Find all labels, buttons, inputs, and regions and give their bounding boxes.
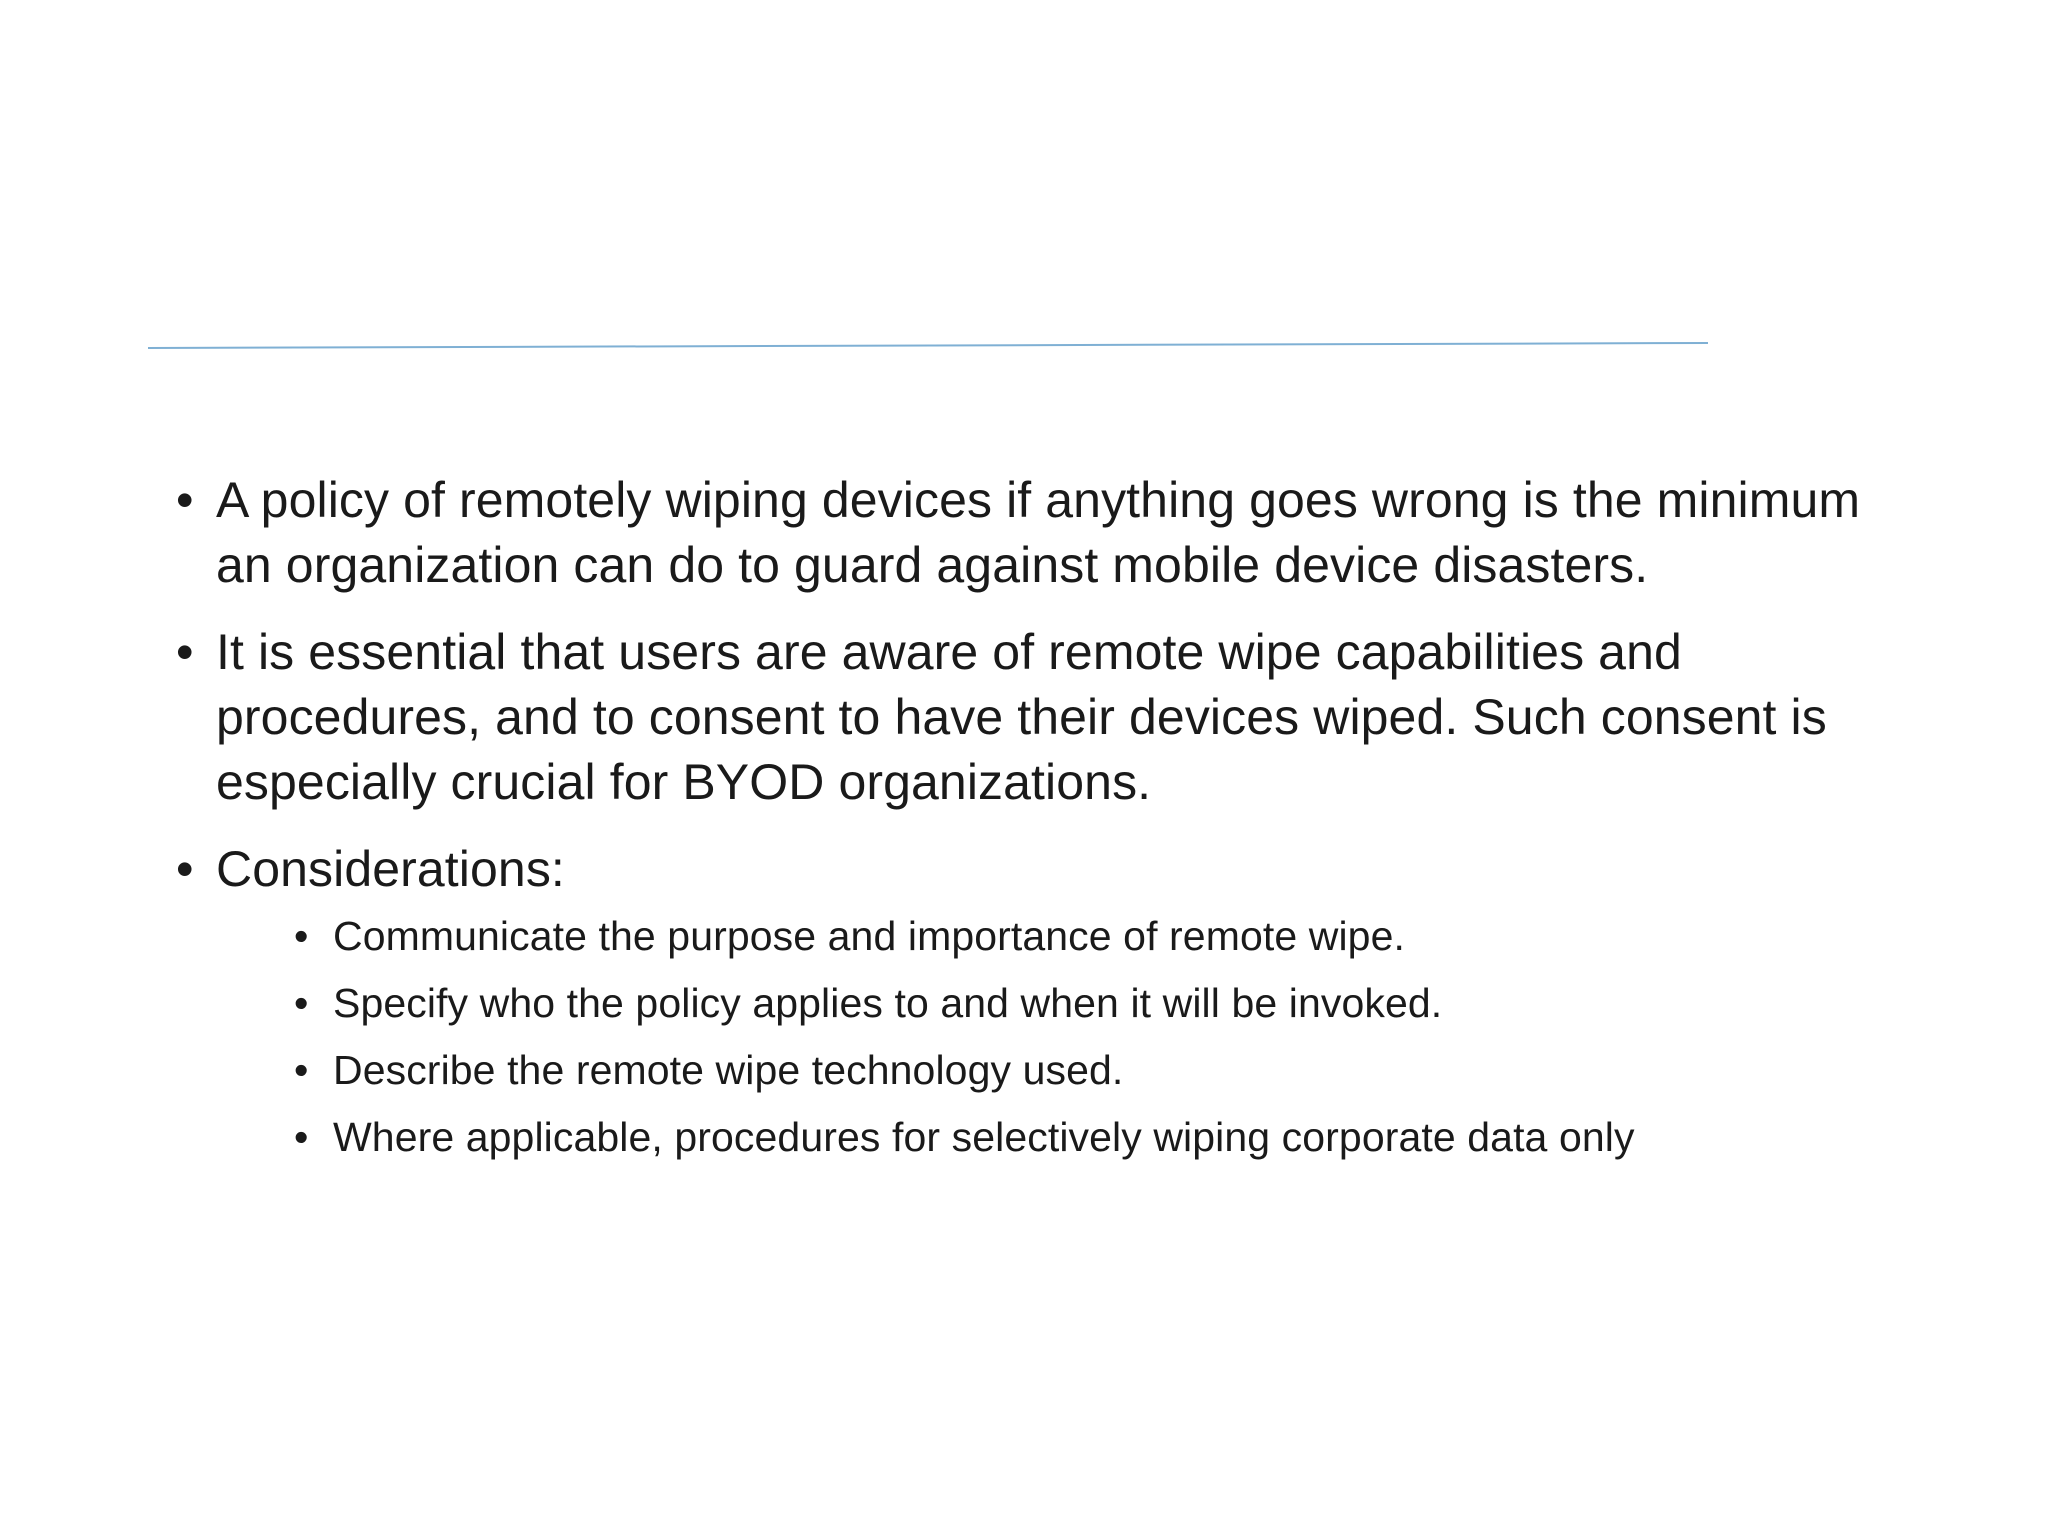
subbullet-item: [294, 1109, 1876, 1166]
subbullet-text: Where applicable, procedures for selectively wiping corporate data only: [333, 1114, 1635, 1160]
considerations-sublist: [216, 908, 1876, 1166]
bullet-icon: •: [176, 472, 194, 528]
slide-body: [176, 468, 1876, 1188]
subbullet-icon: •: [294, 913, 309, 959]
bullet-item-remote-wipe-policy: [176, 468, 1876, 598]
subbullet-item: [294, 975, 1876, 1032]
subbullet-icon: •: [294, 980, 309, 1026]
bullet-item-considerations: [176, 837, 1876, 1166]
bullet-list: [176, 468, 1876, 1166]
bullet-icon: •: [176, 624, 194, 680]
bullet-text: It is essential that users are aware of remote wipe capabilities and procedures, and to consent to have their devices wiped. Such consent is especially crucial for BYOD organizations.: [216, 624, 1827, 810]
subbullet-text: Communicate the purpose and importance of remote wipe.: [333, 913, 1405, 959]
bullet-icon: •: [176, 841, 194, 897]
subbullet-text: Specify who the policy applies to and when it will be invoked.: [333, 980, 1443, 1026]
bullet-item-user-consent: [176, 620, 1876, 815]
subbullet-icon: •: [294, 1114, 309, 1160]
bullet-text: A policy of remotely wiping devices if anything goes wrong is the minimum an organization can do to guard against mobile device disasters.: [216, 472, 1861, 593]
subbullet-icon: •: [294, 1047, 309, 1093]
bullet-text: Considerations:: [216, 841, 565, 897]
title-divider-line: [0, 0, 2048, 400]
subbullet-item: [294, 1042, 1876, 1099]
subbullet-text: Describe the remote wipe technology used.: [333, 1047, 1124, 1093]
subbullet-item: [294, 908, 1876, 965]
